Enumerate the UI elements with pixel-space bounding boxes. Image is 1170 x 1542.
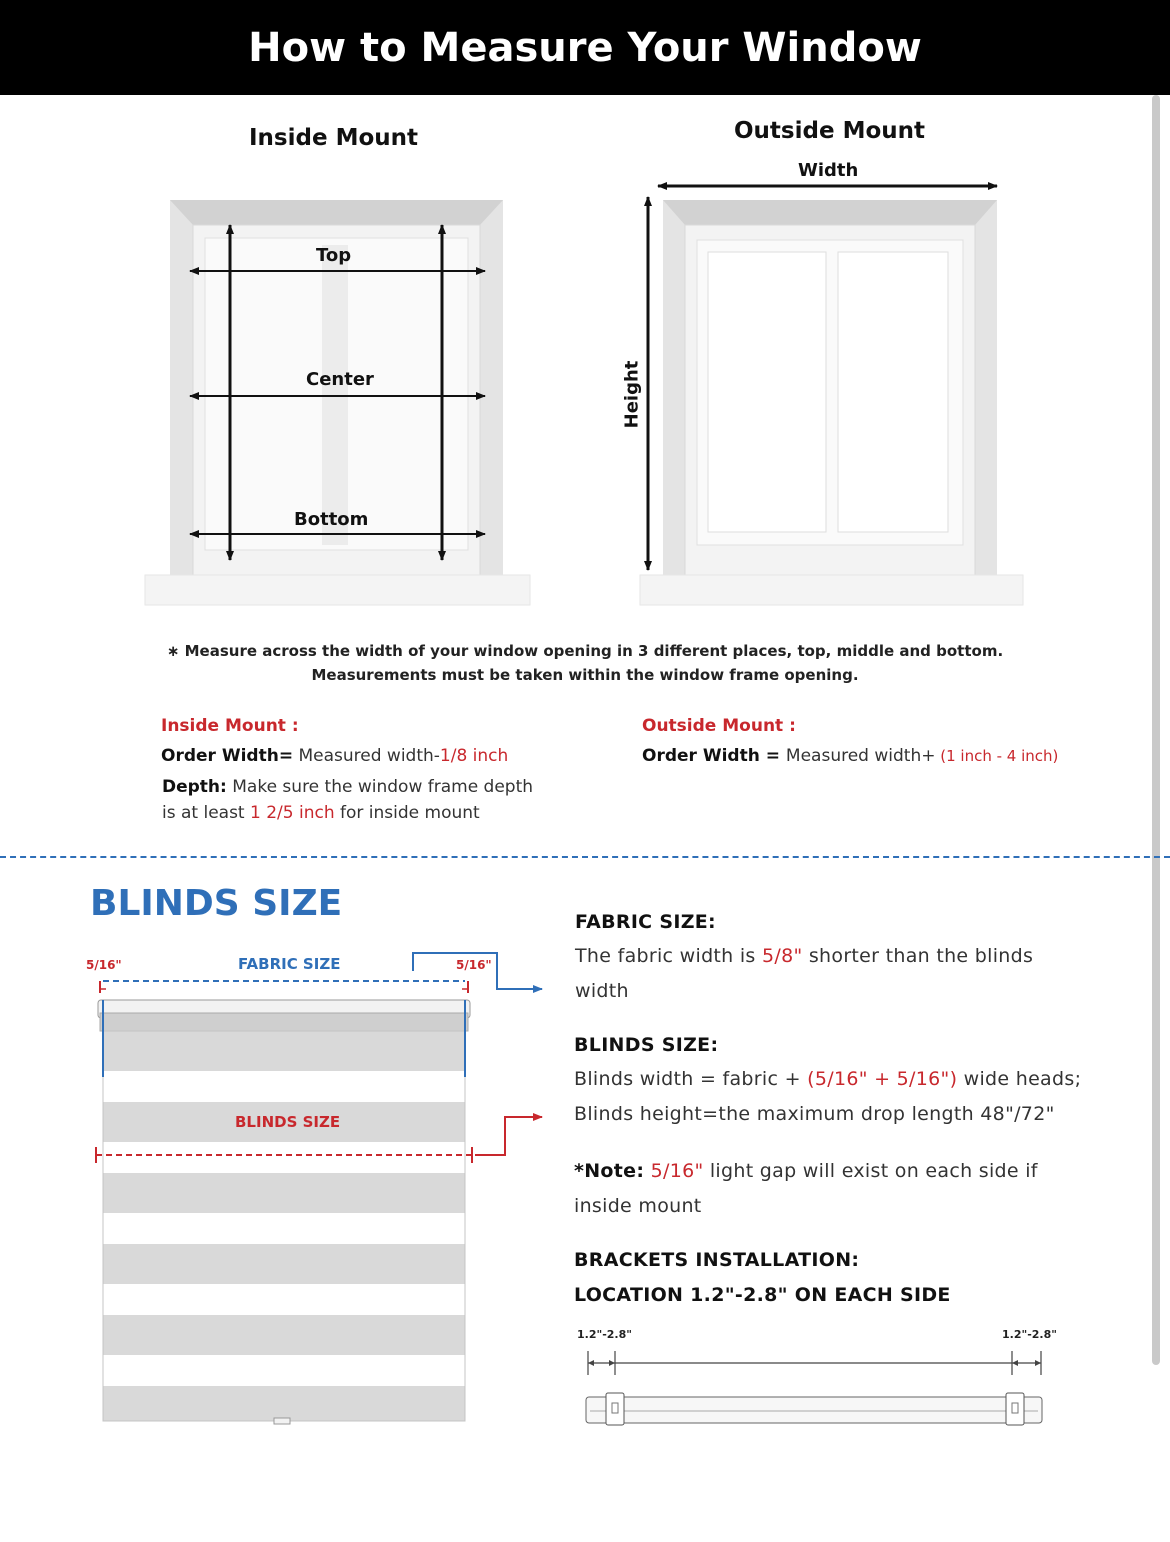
blinds-width-text [574,1068,1081,1090]
depth-text-b: for inside mount [334,803,480,823]
outside-order-label: Order Width [642,746,760,766]
blinds-height-text: Blinds height=the maximum drop length 48"/72" [574,1103,1055,1125]
blinds-size-title: BLINDS SIZE [90,883,343,924]
blind-stripes [103,1031,465,1424]
note-text-a: light gap will exist on each side if [703,1160,1038,1182]
blinds-diagram [80,945,560,1435]
brackets-diagram [580,1345,1050,1435]
inside-order-width [161,746,508,766]
note-text-2: inside mount [574,1195,702,1217]
bracket-left-label: 1.2"-2.8" [577,1328,632,1341]
fabric-heading: FABRIC SIZE: [575,911,716,933]
fabric-text-c: width [575,980,629,1002]
fabric-size-label: FABRIC SIZE [238,955,341,973]
brackets-heading: BRACKETS INSTALLATION: [574,1249,860,1271]
note-label: *Note: [574,1160,645,1182]
inside-order-text: Measured width- [293,746,440,766]
blinds-text-a: Blinds width = fabric + [574,1068,808,1090]
label-center: Center [306,369,374,390]
label-width: Width [798,160,859,181]
inside-order-value: 1/8 inch [439,746,509,766]
depth-text-a: is at least [162,803,250,823]
depth-text: Make sure the window frame depth [226,777,534,797]
bracket-right-label: 1.2"-2.8" [1002,1328,1057,1341]
inside-depth-line2 [162,803,480,823]
depth-label: Depth: [162,777,227,797]
outside-order-value: (1 inch - 4 inch) [935,747,1059,765]
blinds-heading: BLINDS SIZE: [574,1034,719,1056]
section-divider [0,856,1170,858]
label-top: Top [316,245,352,266]
inside-order-label: Order Width= [161,746,294,766]
bracket-rail [586,1393,1042,1425]
depth-value: 1 2/5 inch [250,803,335,823]
outside-order-width [642,746,1058,766]
outside-mount-title: Outside Mount [734,118,925,144]
page-header [0,0,1170,95]
fabric-text-b: shorter than the blinds [802,945,1034,967]
scrollbar[interactable] [1152,95,1160,1365]
blinds-text-b: wide heads; [957,1068,1082,1090]
fabric-value: 5/8" [761,945,803,967]
measure-note-1: ∗ Measure across the width of your window opening in 3 different places, top, middle and bottom. [166,642,1004,660]
note-text [574,1160,1038,1182]
outside-order-text: Measured width+ [785,746,936,766]
window-diagrams [0,150,1150,620]
fabric-text [575,945,1033,967]
label-height: Height [621,360,643,429]
page-title: How to Measure Your Window [248,24,922,71]
left-gap-label: 5/16" [86,958,122,972]
outside-order-eq: = [759,746,786,766]
inside-mount-title: Inside Mount [249,125,419,151]
label-bottom: Bottom [294,509,369,530]
blinds-value: (5/16" + 5/16") [807,1068,958,1090]
blinds-size-label: BLINDS SIZE [235,1113,341,1131]
fabric-text-a: The fabric width is [575,945,762,967]
measure-note-2: Measurements must be taken within the window frame opening. [311,666,859,684]
brackets-location: LOCATION 1.2"-2.8" ON EACH SIDE [574,1284,951,1306]
right-gap-label: 5/16" [456,958,492,972]
inside-rules-title: Inside Mount : [161,716,299,736]
inside-depth-line1 [162,777,533,797]
outside-mount-window [640,186,1023,605]
outside-rules-title: Outside Mount : [642,716,796,736]
note-value: 5/16" [650,1160,704,1182]
